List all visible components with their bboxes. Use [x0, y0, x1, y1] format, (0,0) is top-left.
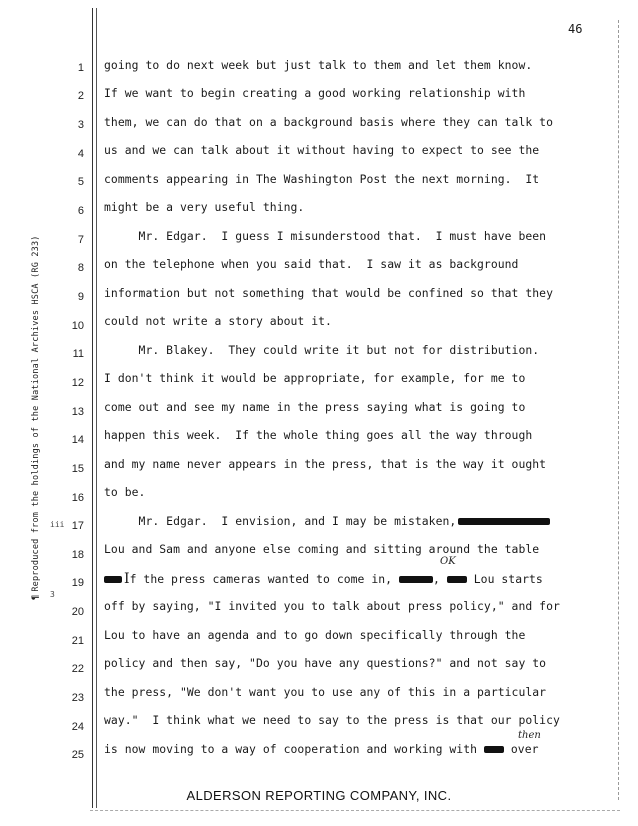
- line-number: 13: [71, 406, 84, 418]
- transcript-line: If the press cameras wanted to come in, , Lou starts: [104, 571, 614, 587]
- transcript-line: Mr. Blakey. They could write it but not for distribution.: [104, 343, 540, 357]
- redaction-scribble: [447, 576, 467, 583]
- line-number: 19: [71, 577, 84, 589]
- line-number: 12: [71, 377, 84, 389]
- line-number: 4: [77, 148, 84, 160]
- transcript-line: us and we can talk about it without having to expect to see the: [104, 143, 540, 157]
- transcript-line: Lou and Sam and anyone else coming and sitting around the table: [104, 542, 540, 556]
- line-number: 17: [71, 520, 84, 532]
- left-margin-rule: [92, 8, 93, 808]
- transcript-line: [104, 514, 614, 528]
- line-number: 23: [71, 692, 84, 704]
- transcript-line: on the telephone when you said that. I saw it as background: [104, 257, 519, 271]
- line-number: 14: [71, 434, 84, 446]
- transcript-line: them, we can do that on a background basis where they can talk to: [104, 115, 554, 129]
- stray-mark: 3: [50, 590, 55, 599]
- transcript-line: might be a very useful thing.: [104, 200, 305, 214]
- line-number: 8: [77, 262, 84, 274]
- line-number: 9: [77, 291, 84, 303]
- bottom-edge-rule: [90, 810, 620, 811]
- transcript-line: information but not something that would be confined so that they: [104, 286, 554, 300]
- line-number: 18: [71, 549, 84, 561]
- transcript-line: happen this week. If the whole thing goes all the way through: [104, 428, 533, 442]
- line-number: 20: [71, 606, 84, 618]
- redaction-scribble: [484, 746, 504, 753]
- handwritten-ok: OK: [440, 556, 456, 567]
- stray-mark: iii: [50, 520, 65, 529]
- line-number: 16: [71, 492, 84, 504]
- transcript-line: comments appearing in The Washington Post the next morning. It: [104, 172, 540, 186]
- line-number: 5: [77, 176, 84, 188]
- line-number: 1: [77, 62, 84, 74]
- handwritten-insert-i: I: [124, 571, 130, 587]
- archive-stamp-mark: ¶: [31, 594, 41, 600]
- line-19-text-after: Lou starts: [473, 572, 543, 586]
- archive-stamp: [31, 100, 41, 600]
- transcript-line: [104, 742, 614, 756]
- transcript-line: the press, "We don't want you to use any of this in a particular: [104, 685, 547, 699]
- line-25-text: is now moving to a way of cooperation and working with: [104, 742, 478, 756]
- transcript-line: off by saying, "I invited you to talk about press policy," and for: [104, 599, 560, 613]
- line-number: 22: [71, 663, 84, 675]
- transcript-line: going to do next week but just talk to them and let them know.: [104, 58, 533, 72]
- transcript-line: Lou to have an agenda and to go down specifically through the: [104, 628, 526, 642]
- redaction-scribble: [399, 576, 433, 583]
- redaction-scribble: [104, 576, 122, 583]
- line-number: 10: [71, 320, 84, 332]
- line-number: 6: [77, 205, 84, 217]
- transcript-line: Mr. Edgar. I guess I misunderstood that. I must have been: [104, 229, 547, 243]
- line-number: 15: [71, 463, 84, 475]
- transcript-line: come out and see my name in the press saying what is going to: [104, 400, 526, 414]
- line-number: 7: [77, 234, 84, 246]
- reporting-company-footer: ALDERSON REPORTING COMPANY, INC.: [186, 788, 452, 803]
- transcript-line: I don't think it would be appropriate, for example, for me to: [104, 371, 526, 385]
- transcript-line: and my name never appears in the press, that is the way it ought: [104, 457, 547, 471]
- line-25-text-after: over: [510, 742, 539, 756]
- line-number: 3: [77, 119, 84, 131]
- right-margin-rule: [618, 20, 619, 800]
- transcript-line: If we want to begin creating a good working relationship with: [104, 86, 526, 100]
- left-margin-rule-inner: [96, 8, 97, 808]
- line-number: 2: [77, 90, 84, 102]
- page-number: 46: [568, 22, 583, 36]
- line-number: 25: [71, 749, 84, 761]
- line-number: 21: [71, 635, 84, 647]
- transcript-line: way." I think what we need to say to the press is that our policy: [104, 713, 560, 727]
- redaction-scribble: [458, 518, 550, 525]
- transcript-line: could not write a story about it.: [104, 314, 332, 328]
- archive-stamp-text: Reproduced from the holdings of the National Archives HSCA (RG 233): [31, 235, 41, 592]
- line-number: 11: [72, 348, 84, 360]
- line-17-text: Mr. Edgar. I envision, and I may be mistaken,: [104, 514, 457, 528]
- line-number: 24: [71, 721, 84, 733]
- handwritten-then: then: [518, 730, 541, 741]
- line-19-text: f the press cameras wanted to come in,: [129, 572, 393, 586]
- transcript-line: policy and then say, "Do you have any questions?" and not say to: [104, 656, 547, 670]
- transcript-line: to be.: [104, 485, 146, 499]
